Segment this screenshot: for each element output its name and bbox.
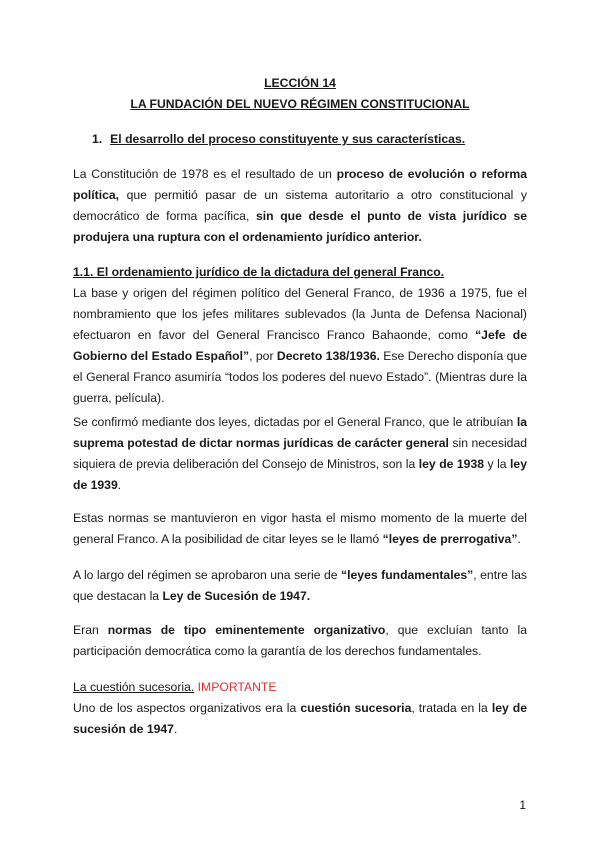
p5-text-1: Eran xyxy=(73,623,108,637)
subsection-title: 1.1. El ordenamiento jurídico de la dictadura del general Franco. xyxy=(73,265,445,279)
succession-bold-1: cuestión sucesoria xyxy=(300,701,412,715)
p1-bold-2: Decreto 138/1936. xyxy=(276,349,380,363)
p4-text-2: , entre las que destacan la xyxy=(73,568,527,603)
succession-text-1: Uno de los aspectos organizativos era la xyxy=(73,701,301,715)
paragraph-2 xyxy=(73,412,527,496)
p2-bold-1: la suprema potestad de dictar normas jurídicas de carácter general xyxy=(73,415,527,450)
succession-heading: La cuestión sucesoria. xyxy=(73,680,195,694)
paragraph-5-block xyxy=(73,620,527,662)
p5-bold-1: normas de tipo eminentemente organizativo xyxy=(107,623,386,637)
p1-bold-1: “Jefe de Gobierno del Estado Español” xyxy=(73,328,527,363)
paragraph-1 xyxy=(73,283,527,409)
intro-text-1: La Constitución de 1978 es el resultado de un xyxy=(73,167,337,181)
p1-text-1: La base y origen del régimen político del General Franco, de 1936 a 1975, fue el nombramiento que los jefes militares sublevados (la Junta de Defensa Nacional) efectuaron en favor del General Francisco Franco Bahaonde, como xyxy=(73,286,527,342)
p1-text-3: Ese Derecho disponía que el General Franco asumiría “todos los poderes del nuevo Estado”. (Mientras dure la guerra, película). xyxy=(73,349,527,405)
succession-paragraph xyxy=(73,698,527,740)
p2-bold-3: ley de 1939 xyxy=(73,457,527,492)
succession-bold-2: ley de sucesión de 1947 xyxy=(73,701,527,736)
succession-text-2: , tratada en la xyxy=(411,701,492,715)
lesson-number: LECCIÓN 14 xyxy=(264,76,336,90)
p3-bold-1: “leyes de prerrogativa” xyxy=(382,532,518,546)
lesson-title-block xyxy=(0,73,600,115)
paragraph-5 xyxy=(73,620,527,662)
succession-heading-line xyxy=(73,677,527,698)
p4-bold-2: Ley de Sucesión de 1947. xyxy=(162,589,311,603)
paragraph-2-block xyxy=(73,412,527,496)
intro-paragraph-block xyxy=(73,164,527,248)
paragraph-3-block xyxy=(73,508,527,550)
paragraph-4-block xyxy=(73,565,527,607)
p2-text-1: Se confirmó mediante dos leyes, dictadas por el General Franco, que le atribuían xyxy=(73,415,517,429)
p1-text-2: , por xyxy=(249,349,277,363)
p3-text-1: Estas normas se mantuvieron en vigor hasta el mismo momento de la muerte del general Franco. A la posibilidad de citar leyes se le llamó xyxy=(73,511,527,546)
intro-text-2: que permitió pasar de un sistema autoritario a otro constitucional y democrático de forma pacífica, xyxy=(73,188,527,223)
succession-text-3: . xyxy=(173,722,178,736)
paragraph-3 xyxy=(73,508,527,550)
intro-paragraph xyxy=(73,164,527,248)
page-number: 1 xyxy=(519,798,526,812)
p4-bold-1: “leyes fundamentales” xyxy=(341,568,474,582)
p4-text-1: A lo largo del régimen se aprobaron una serie de xyxy=(73,568,342,582)
lesson-title: LA FUNDACIÓN DEL NUEVO RÉGIMEN CONSTITUCIONAL xyxy=(130,97,470,111)
p2-text-2: sin necesidad siquiera de previa deliberación del Consejo de Ministros, son la xyxy=(73,436,528,471)
subsection-block xyxy=(73,262,527,409)
section-number: 1. xyxy=(92,132,103,146)
section-heading xyxy=(92,129,465,150)
p2-text-3: y la xyxy=(484,457,511,471)
paragraph-4 xyxy=(73,565,527,607)
p2-text-4: . xyxy=(117,478,122,492)
section-title: El desarrollo del proceso constituyente y sus características. xyxy=(110,132,466,146)
p2-bold-2: ley de 1938 xyxy=(418,457,485,471)
succession-block xyxy=(73,677,527,740)
important-label: IMPORTANTE xyxy=(197,680,277,694)
intro-bold-2: sin que desde el punto de vista jurídico se produjera una ruptura con el ordenamiento jurídico anterior. xyxy=(73,209,527,244)
p5-text-2: , que excluían tanto la participación democrática como la garantía de los derechos fundamentales. xyxy=(73,623,527,658)
p3-text-2: . xyxy=(517,532,521,546)
intro-bold-1: proceso de evolución o reforma política, xyxy=(73,167,528,202)
